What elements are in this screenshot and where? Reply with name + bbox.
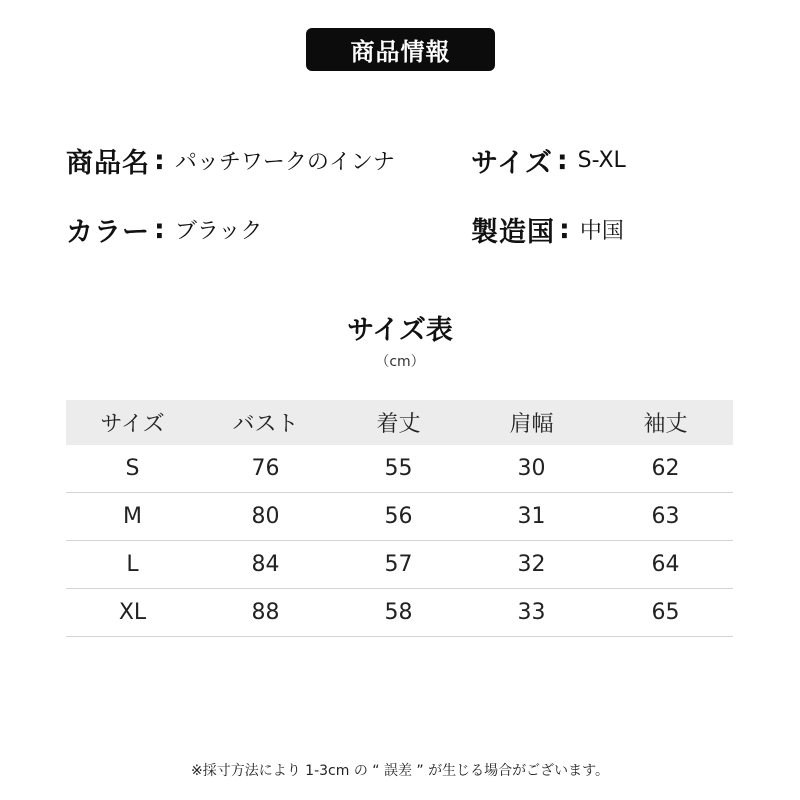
size-label: サイズ [471,148,553,179]
table-cell: 62 [651,456,680,481]
name-label: 商品名 [66,148,150,179]
table-header-row [66,400,733,445]
header-cell: 肩幅 [509,412,554,437]
table-cell: 84 [251,552,280,577]
table-cell: 30 [517,456,546,481]
table-cell: 65 [651,600,680,625]
color-colon: : [154,214,165,245]
info-row-color [66,210,262,249]
header-cell: 着丈 [376,412,421,437]
table-row [66,493,733,541]
table-cell: 88 [251,600,280,625]
size-colon: : [556,145,568,176]
header-cell: バスト [232,412,299,437]
origin-value: 中国 [579,219,624,244]
header-badge [306,28,495,71]
header-title: 商品情報 [350,38,451,66]
table-cell: 63 [651,504,680,529]
header-cell: サイズ [100,412,165,437]
footer-note: ※採寸方法により 1-3cm の “ 誤差 ” が生じる場合がございます。 [190,763,610,779]
origin-label: 製造国 [471,217,555,248]
table-cell: 32 [517,552,546,577]
table-cell: S [125,456,140,481]
table-row [66,541,733,589]
table-cell: XL [118,600,147,625]
size-value: S-XL [577,148,626,173]
color-label: カラー [66,217,150,248]
table-row [66,445,733,493]
color-value: ブラック [174,219,263,244]
table-cell: 58 [384,600,413,625]
table-cell: 76 [251,456,280,481]
name-value: パッチワークのインナ [174,150,395,175]
name-colon: : [154,145,165,176]
origin-colon: : [559,214,570,245]
table-cell: 80 [251,504,280,529]
table-cell: 55 [384,456,413,481]
size-table [66,400,733,637]
table-cell: 31 [517,504,546,529]
info-row-origin [471,210,624,249]
table-cell: 57 [384,552,413,577]
info-row-name [66,141,395,180]
unit-note: （cm） [375,354,425,370]
header-cell: 袖丈 [643,412,688,437]
table-cell: 64 [651,552,680,577]
table-cell: L [126,552,139,577]
table-cell: M [123,504,142,529]
info-row-size [471,141,626,180]
size-table-title: サイズ表 [347,315,453,346]
table-cell: 56 [384,504,413,529]
table-cell: 33 [517,600,546,625]
table-row [66,589,733,637]
